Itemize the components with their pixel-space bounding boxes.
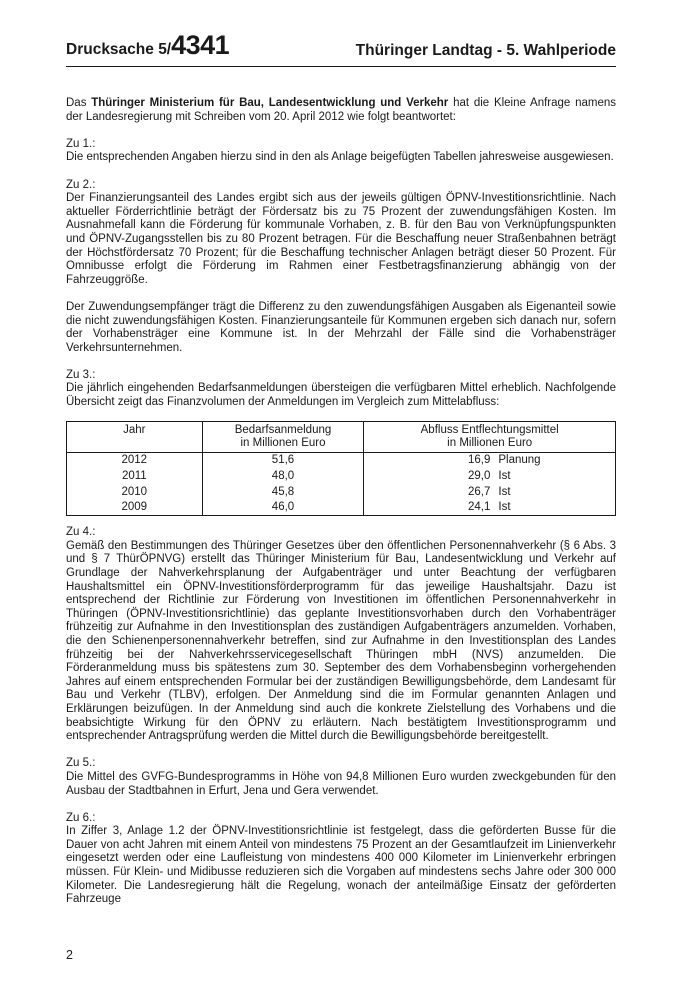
cell-bedarf: 51,6	[202, 452, 364, 468]
answer-6-text: In Ziffer 3, Anlage 1.2 der ÖPNV-Investitionsrichtlinie ist festgelegt, dass die geförderten Busse für die Dauer von acht Jahren mit einem Anteil von mindestens 75 Prozent an der Gesamtlaufzeit im Linienverkehr eingesetzt werden oder eine Laufleistung von mindestens 400 000 Kilometer im Linienverkehr erbringen müssen. Für Klein- und Midibusse reduzieren sich die Vorgaben auf mindestens sechs Jahre oder 300 000 Kilometer. Die Landesregierung hält die Regelung, wonach der anteilmäßige Einsatz der geförderten Fahrzeuge	[66, 825, 616, 906]
funding-table	[66, 421, 616, 517]
answer-3-heading: Zu 3.:	[66, 368, 96, 381]
abfluss-value: 26,7	[467, 485, 491, 498]
abfluss-status: Ist	[498, 469, 511, 482]
answer-1	[66, 138, 616, 165]
table-row	[67, 468, 616, 484]
header-bedarf	[202, 421, 364, 452]
abfluss-status: Planung	[498, 454, 541, 467]
header-abfluss	[364, 421, 616, 452]
abfluss-status: Ist	[498, 485, 511, 498]
document-number-value: 4341	[171, 30, 230, 60]
abfluss-value: 24,1	[467, 501, 491, 514]
answer-6-heading: Zu 6.:	[66, 811, 96, 824]
page-header	[66, 30, 616, 67]
answer-2	[66, 179, 616, 288]
cell-year: 2009	[67, 500, 203, 516]
answer-5	[66, 757, 616, 798]
header-bedarf-line2: in Millionen Euro	[240, 437, 326, 450]
header-abfluss-line2: in Millionen Euro	[447, 437, 533, 450]
cell-abfluss	[364, 452, 616, 468]
answer-1-heading: Zu 1.:	[66, 137, 96, 150]
answer-1-text: Die entsprechenden Angaben hierzu sind in den als Anlage beigefügten Tabellen jahresweise ausgewiesen.	[66, 151, 614, 164]
answer-3-text: Die jährlich eingehenden Bedarfsanmeldungen übersteigen die verfügbaren Mittel erheblich. Nachfolgende Übersicht zeigt das Finanzvolumen der Anmeldungen im Vergleich zum Mittelabfluss:	[66, 382, 616, 409]
abfluss-value: 16,9	[467, 454, 491, 467]
abfluss-status: Ist	[498, 501, 511, 514]
intro-paragraph	[66, 97, 616, 124]
abfluss-value: 29,0	[467, 469, 491, 482]
table-row	[67, 452, 616, 468]
cell-year: 2012	[67, 452, 203, 468]
answer-2-heading: Zu 2.:	[66, 178, 96, 191]
page-number: 2	[66, 948, 73, 962]
cell-abfluss	[364, 484, 616, 500]
cell-bedarf: 45,8	[202, 484, 364, 500]
answer-6	[66, 812, 616, 907]
intro-text-post: hat die Kleine Anfrage namens der Landesregierung mit Schreiben vom 20. April 2012 wie folgt beantwortet:	[66, 97, 616, 123]
answer-4-heading: Zu 4.:	[66, 526, 96, 539]
cell-bedarf: 46,0	[202, 500, 364, 516]
cell-bedarf: 48,0	[202, 468, 364, 484]
table-header-row	[67, 421, 616, 452]
answer-5-heading: Zu 5.:	[66, 757, 96, 770]
header-abfluss-line1: Abfluss Entflechtungsmittel	[420, 423, 559, 436]
answer-4-text: Gemäß den Bestimmungen des Thüringer Gesetzes über den öffentlichen Personennahverkehr (§ 6 Abs. 3 und § 7 ThürÖPNVG) erstellt das Thüringer Ministerium für Bau, Landesentwicklung und Verkehr auf Grundlage der Nahverkehrsplanung der Aufgabenträger und unter Beachtung der verfügbaren Haushaltsmittel ein ÖPNV-Investitionsförderprogramm für das jeweilige Haushaltsjahr. Dazu ist entsprechend der Richtlinie zur Förderung von Investitionen im öffentlichen Personennahverkehr in Thüringen (ÖPNV-Investitionsrichtlinie) das geplante Investitionsvorhaben durch den Vorhabenträger frühzeitig zur Aufnahme in den Investitionsplan des zuständigen Aufgabenträgers anzumelden. Vorhaben, die den Schienenpersonennahverkehr betreffen, sind zur Aufnahme in den Investitionsplan des Landes frühzeitig bei der Nahverkehrsservicegesellschaft Thüringen mbH (NVS) anzumelden. Die Förderanmeldung muss bis spätestens zum 30. September des dem Vorhabensbeginn vorhergehenden Jahres auf einem entsprechenden Formular bei der zuständigen Bewilligungsbehörde, dem Landesamt für Bau und Verkehr (TLBV), erfolgen. Der Anmeldung sind die im Formular genannten Anlagen und Erklärungen beizufügen. In der Anmeldung sind auch die konkrete Zielstellung des Vorhabens und die beabsichtigte Wirkung für den ÖPNV zu erläutern. Nach bestätigtem Investitionsprogramm und entsprechender Antragsprüfung werden die Mittel durch die Bewilligungsbehörde bereitgestellt.	[66, 539, 616, 743]
intro-text-pre: Das	[66, 97, 92, 109]
answer-5-text: Die Mittel des GVFG-Bundesprogramms in Höhe von 94,8 Millionen Euro wurden zweckgebunden für den Ausbau der Stadtbahnen in Erfurt, Jena und Gera verwendet.	[66, 770, 616, 797]
cell-year: 2011	[67, 468, 203, 484]
document-body	[66, 97, 616, 907]
cell-year: 2010	[67, 484, 203, 500]
answer-4	[66, 526, 616, 744]
header-year: Jahr	[67, 421, 203, 452]
document-number	[66, 30, 229, 61]
answer-3	[66, 369, 616, 410]
cell-abfluss	[364, 468, 616, 484]
header-bedarf-line1: Bedarfsanmeldung	[234, 423, 332, 436]
cell-abfluss	[364, 500, 616, 516]
table-row	[67, 500, 616, 516]
parliament-title: Thüringer Landtag - 5. Wahlperiode	[355, 42, 616, 59]
document-number-prefix: Drucksache 5/	[66, 41, 172, 58]
ministry-name: Thüringer Ministerium für Bau, Landesentwicklung und Verkehr	[91, 97, 449, 109]
table-row	[67, 484, 616, 500]
answer-2-text: Der Finanzierungsanteil des Landes ergibt sich aus der jeweils gültigen ÖPNV-Investitionsrichtlinie. Nach aktueller Förderrichtlinie beträgt der Fördersatz bis zu 75 Prozent der zuwendungsfähigen Kosten. Im Ausnahmefall kann die Förderung für kommunale Vorhaben, z. B. für den Bau von Verknüpfungspunkten und ÖPNV-Zugangsstellen bis zu 80 Prozent betragen. Für die Beschaffung neuer Straßenbahnen beträgt der Höchstfördersatz 70 Prozent; für die Beschaffung technischer Anlagen beträgt dieser 50 Prozent. Für Omnibusse erfolgt die Förderung im Rahmen einer Festbetragsfinanzierung abhängig von der Fahrzeuggröße.	[66, 192, 616, 286]
answer-2-paragraph-2: Der Zuwendungsempfänger trägt die Differenz zu den zuwendungsfähigen Ausgaben als Eigenanteil sowie die nicht zuwendungsfähigen Kosten. Finanzierungsanteile für Kommunen ergeben sich danach nur, sofern der Vorhabensträger eine Kommune ist. In der Mehrzahl der Fälle sind die Vorhabensträger Verkehrsunternehmen.	[66, 300, 616, 354]
